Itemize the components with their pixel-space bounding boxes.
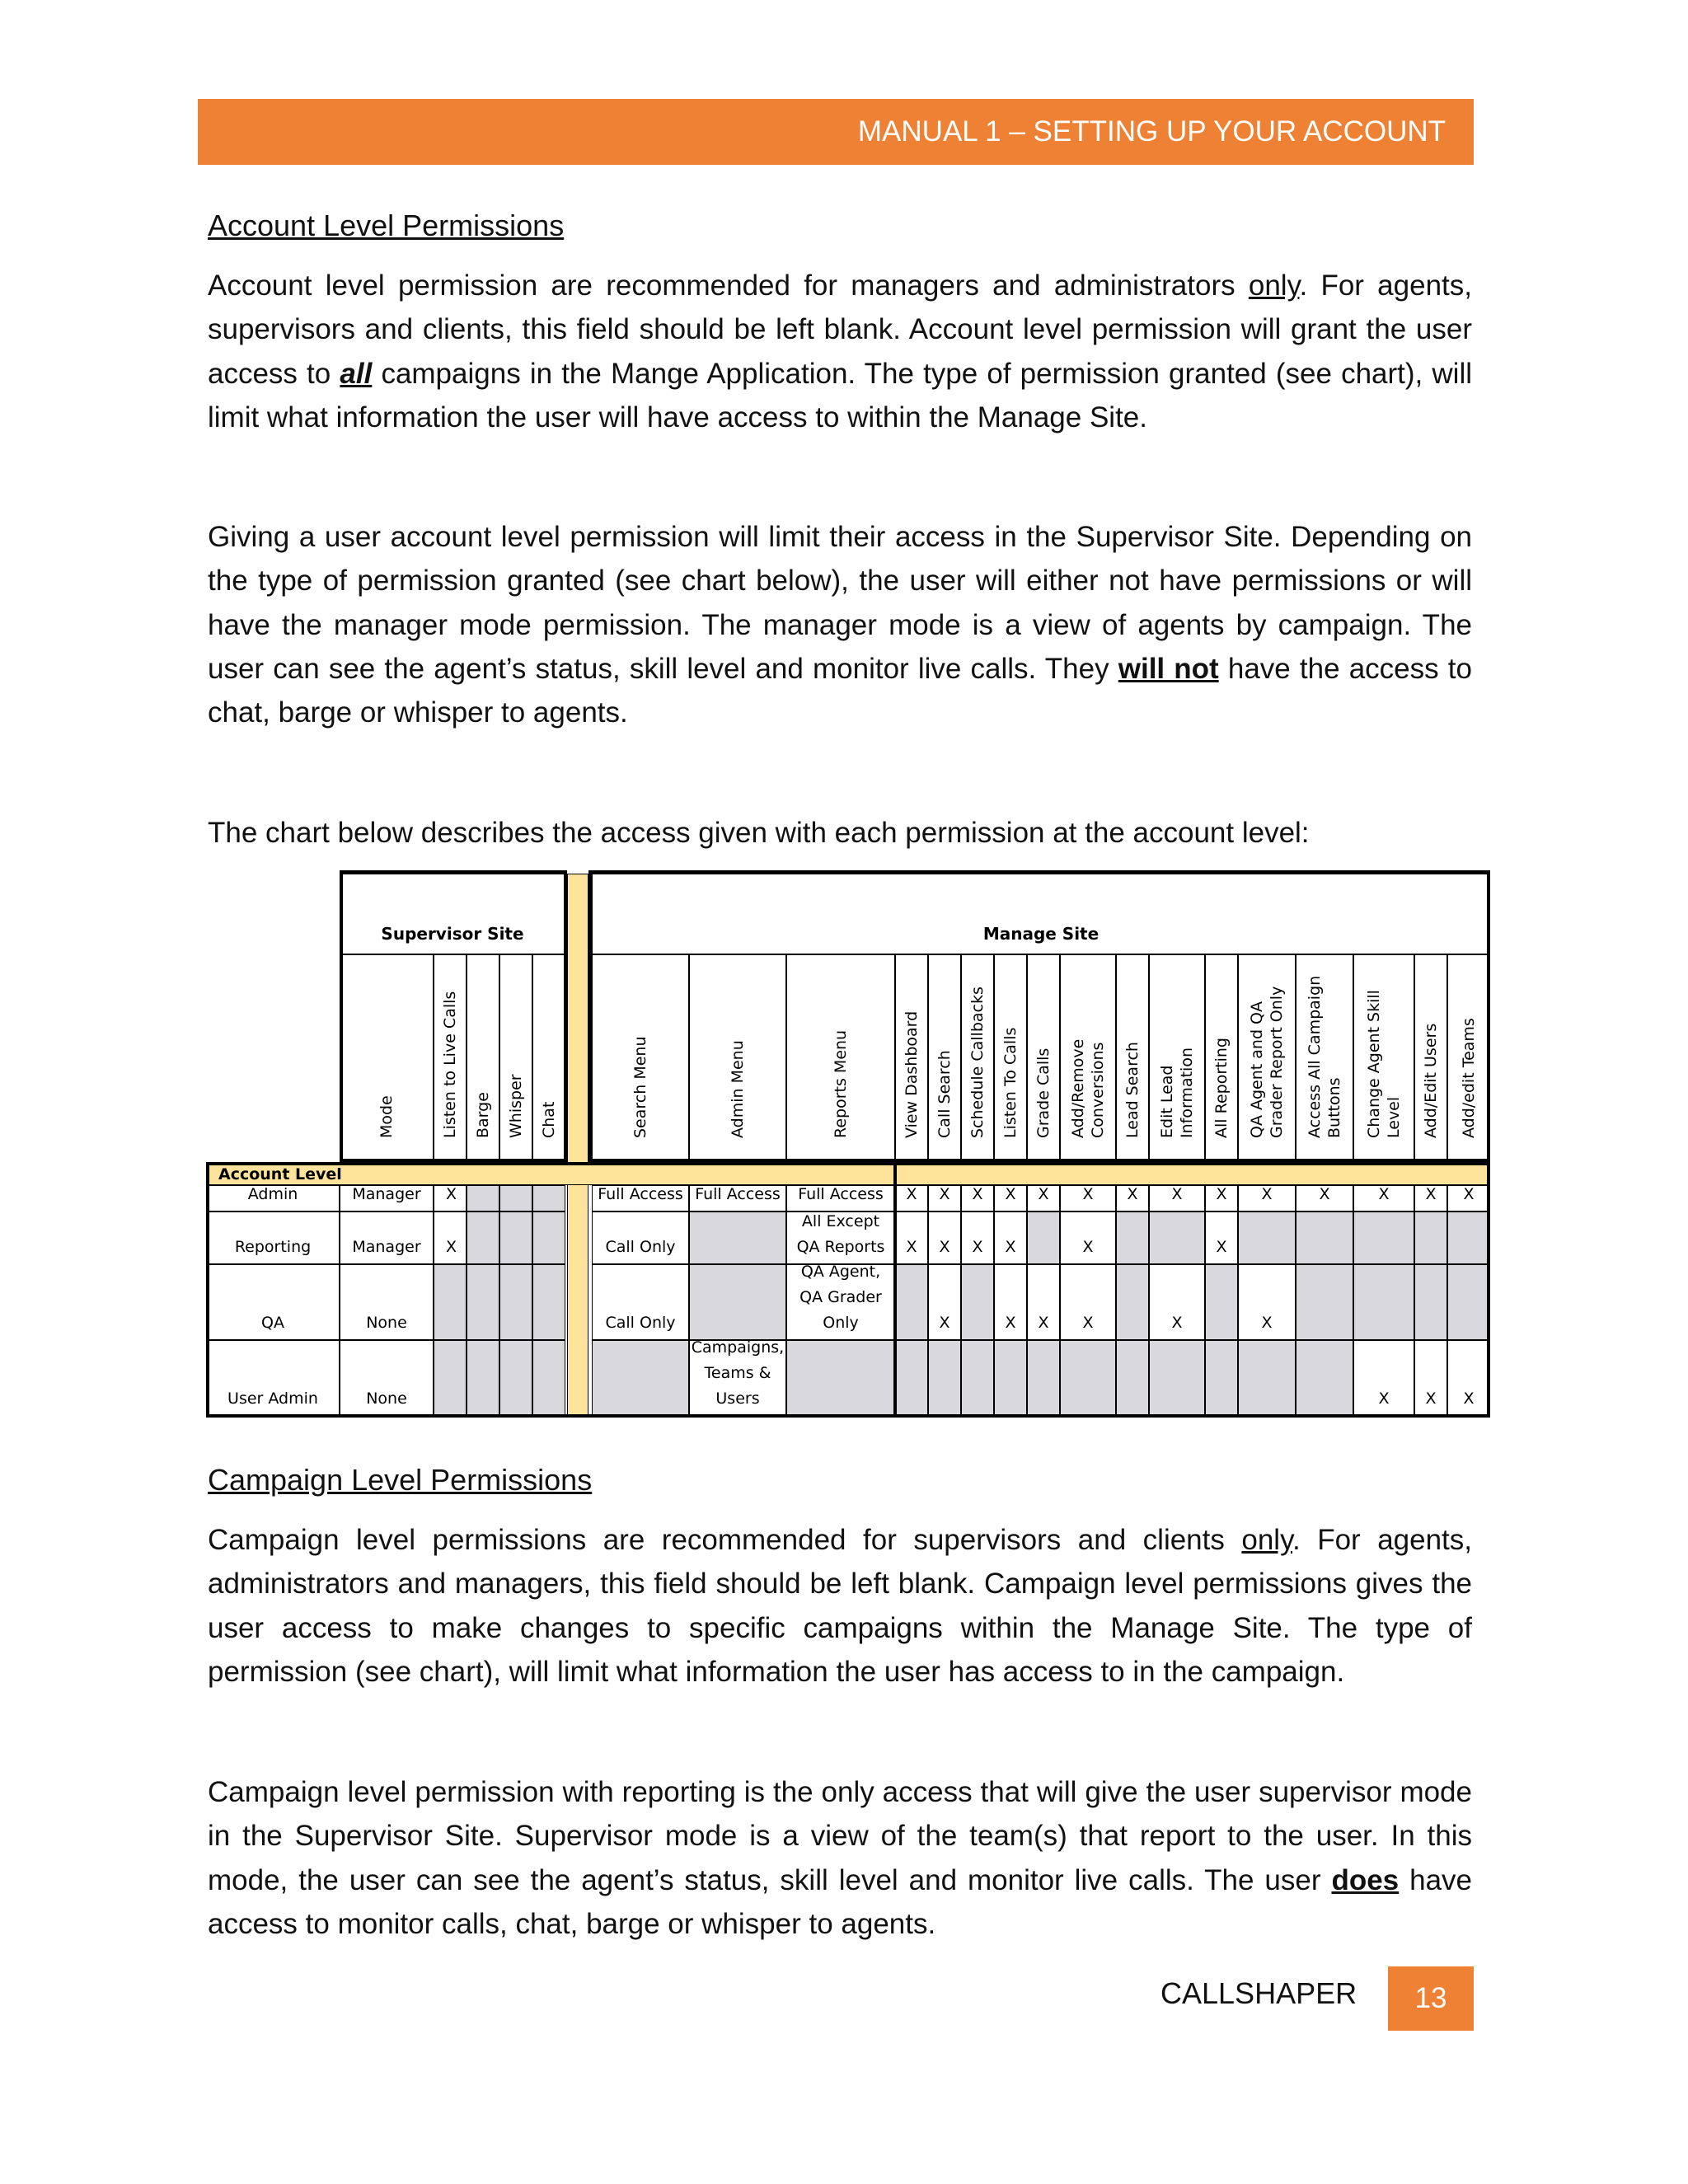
permission-cell [928, 1185, 961, 1212]
footer-brand: CALLSHAPER [1160, 1976, 1357, 2010]
column-label: Barge [474, 1092, 492, 1138]
permission-value: X [1038, 1185, 1049, 1203]
permission-value: X [1378, 1185, 1390, 1203]
permission-cell [895, 1340, 928, 1416]
campaign-paragraph-1: Campaign level permissions are recommended for supervisors and clients only. For agents, administrators and managers, this field should be left blank. Campaign level permissions gives the user access to make changes to specific campaigns within the Manage Site. The type of permission (see chart), will limit what information the user has access to in the campaign. [208, 1524, 1473, 1688]
supervisor-column-header [340, 954, 434, 1162]
column-label: Add/Remove [1069, 1038, 1087, 1138]
permission-cell [532, 1212, 565, 1264]
permission-cell [961, 1185, 994, 1212]
manage-column-header [1353, 954, 1414, 1162]
permission-cell [1414, 1264, 1447, 1340]
permission-cell [1205, 1264, 1238, 1340]
column-label: Add/edit Teams [1460, 1018, 1478, 1138]
permission-cell [340, 1264, 434, 1340]
permission-cell [1447, 1340, 1490, 1416]
column-label: QA Agent and QA [1248, 1001, 1266, 1138]
permission-value: All Except QA Reports [796, 1212, 885, 1256]
permission-cell [467, 1340, 499, 1416]
permission-cell [434, 1340, 467, 1416]
permission-cell [1116, 1340, 1149, 1416]
permission-cell [592, 1340, 689, 1416]
permission-value: None [366, 1390, 407, 1408]
permission-value: X [1082, 1238, 1094, 1256]
permission-cell [1027, 1212, 1060, 1264]
campaign-paragraph-2: Campaign level permission with reporting is the only access that will give the user supervisor mode in the Supervisor Site. Supervisor mode is a view of the team(s) that report to the user. In this mode, the user can see the agent’s status, skill level and monitor live calls. The user does have access to monitor calls, chat, barge or whisper to agents. [208, 1776, 1472, 1940]
permission-value: Full Access [598, 1185, 683, 1203]
column-label: Schedule Callbacks [968, 987, 987, 1138]
column-label: Chat [540, 1101, 558, 1138]
column-label: Listen To Calls [1001, 1027, 1020, 1138]
supervisor-column-header [467, 954, 499, 1162]
permission-cell [467, 1264, 499, 1340]
permission-cell [786, 1340, 895, 1416]
manage-site-group-header [592, 874, 1490, 954]
permission-cell [1353, 1212, 1414, 1264]
permission-cell [1414, 1212, 1447, 1264]
permission-value: X [1425, 1390, 1437, 1408]
permission-value: X [1378, 1390, 1390, 1408]
manage-column-header [1447, 954, 1490, 1162]
page-header-bar [198, 99, 1474, 165]
permission-cell [1296, 1212, 1353, 1264]
permission-value: None [366, 1314, 407, 1332]
column-label: Call Search [935, 1050, 954, 1138]
column-label: Whisper [507, 1074, 525, 1138]
permission-value: X [446, 1185, 457, 1203]
column-label: Access All Campaign [1306, 975, 1324, 1138]
permission-cell [895, 1264, 928, 1340]
permission-value: QA Agent, QA Grader Only [799, 1263, 882, 1332]
permission-value: X [1082, 1185, 1094, 1203]
manage-column-header [786, 954, 895, 1162]
permission-value: Manager [352, 1238, 421, 1256]
permission-cell [786, 1212, 895, 1264]
permission-cell [1149, 1340, 1205, 1416]
permission-value: X [939, 1238, 950, 1256]
manage-column-header [1027, 954, 1060, 1162]
permission-cell [434, 1212, 467, 1264]
manage-column-header [1414, 954, 1447, 1162]
permission-cell [592, 1264, 689, 1340]
permission-cell [895, 1185, 928, 1212]
permission-cell [340, 1212, 434, 1264]
permission-cell [1060, 1340, 1116, 1416]
permission-cell [994, 1212, 1027, 1264]
permission-cell [532, 1340, 565, 1416]
manage-column-header [928, 954, 961, 1162]
permission-cell [1447, 1264, 1490, 1340]
supervisor-site-label: Supervisor Site [381, 924, 524, 944]
account-paragraph-2: Giving a user account level permission will limit their access in the Supervisor Site. Depending on the type of permission granted (see chart below), the user will either not have permissions or will have the manager mode permission. The manager mode is a view of agents by campaign. The user can see the agent’s status, skill level and monitor live calls. They will not have the access to chat, barge or whisper to agents. [208, 521, 1472, 729]
permission-cell [1205, 1212, 1238, 1264]
permission-value: Full Access [798, 1185, 884, 1203]
column-label: Reports Menu [832, 1029, 850, 1138]
permission-value: X [1216, 1185, 1227, 1203]
row-name: QA [261, 1314, 284, 1332]
permission-cell [1296, 1185, 1353, 1212]
supervisor-column-header [532, 954, 565, 1162]
permission-cell [1116, 1212, 1149, 1264]
permission-cell [1353, 1185, 1414, 1212]
permission-cell [689, 1340, 786, 1416]
column-label: Admin Menu [729, 1040, 747, 1138]
manage-column-header [689, 954, 786, 1162]
column-label: Grade Calls [1034, 1047, 1053, 1138]
permission-cell [1149, 1264, 1205, 1340]
manage-column-header [1296, 954, 1353, 1162]
permission-cell [1027, 1340, 1060, 1416]
permission-cell [434, 1264, 467, 1340]
permission-cell [1447, 1185, 1490, 1212]
column-label: Listen to Live Calls [441, 991, 459, 1138]
account-section-title: Account Level Permissions [208, 209, 565, 242]
permission-cell [1296, 1264, 1353, 1340]
permission-cell [1060, 1185, 1116, 1212]
permission-cell [1414, 1185, 1447, 1212]
permission-cell [499, 1340, 532, 1416]
column-label: Conversions [1089, 1042, 1107, 1138]
permission-cell [689, 1264, 786, 1340]
permission-value: X [1171, 1185, 1183, 1203]
column-label: Search Menu [631, 1036, 649, 1138]
permission-cell [499, 1212, 532, 1264]
permission-value: X [939, 1185, 950, 1203]
account-level-label: Account Level [218, 1165, 342, 1183]
header-title: MANUAL 1 – SETTING UP YOUR ACCOUNT [857, 115, 1446, 148]
permission-cell [592, 1212, 689, 1264]
row-name-cell [206, 1185, 340, 1212]
permission-value: X [1463, 1185, 1475, 1203]
permission-value: Full Access [695, 1185, 781, 1203]
permission-cell [1238, 1185, 1296, 1212]
permission-value: Call Only [605, 1314, 676, 1332]
permission-cell [467, 1185, 499, 1212]
column-label: Mode [377, 1095, 396, 1138]
permission-value: X [972, 1238, 983, 1256]
manage-column-header [994, 954, 1027, 1162]
permission-value: X [1038, 1314, 1049, 1332]
row-name: Admin [247, 1185, 298, 1203]
permission-cell [994, 1264, 1027, 1340]
manage-column-header [1149, 954, 1205, 1162]
permission-cell [1027, 1264, 1060, 1340]
page-number-box [1388, 1966, 1474, 2031]
permission-cell [689, 1185, 786, 1212]
permission-value: X [1082, 1314, 1094, 1332]
permission-value: X [939, 1314, 950, 1332]
permission-cell [1205, 1340, 1238, 1416]
permission-cell [1296, 1340, 1353, 1416]
account-paragraph-1: Account level permission are recommended for managers and administrators only. For agents, supervisors and clients, this field should be left blank. Account level permission will grant the user access to all campaigns in the Mange Application. The type of permission granted (see chart), will limit what information the user will have access to within the Manage Site. [208, 269, 1472, 434]
permission-cell [961, 1340, 994, 1416]
permission-cell [434, 1185, 467, 1212]
manage-column-header [1238, 954, 1296, 1162]
permission-value: X [1127, 1185, 1138, 1203]
column-label: Level [1385, 1096, 1403, 1138]
column-label: Edit Lead [1158, 1065, 1176, 1138]
site-divider-bar [567, 874, 588, 1416]
permission-cell [340, 1340, 434, 1416]
supervisor-column-header [499, 954, 532, 1162]
permission-cell [689, 1212, 786, 1264]
manage-column-header [1116, 954, 1149, 1162]
column-label: Buttons [1325, 1077, 1343, 1138]
permission-value: X [1261, 1314, 1273, 1332]
permission-cell [1353, 1264, 1414, 1340]
manage-site-label: Manage Site [982, 924, 1100, 944]
permission-cell [786, 1185, 895, 1212]
permission-cell [895, 1212, 928, 1264]
permission-cell [592, 1185, 689, 1212]
column-label: Grader Report Only [1268, 986, 1286, 1138]
permission-cell [961, 1264, 994, 1340]
permission-cell [1205, 1185, 1238, 1212]
permission-value: X [906, 1185, 917, 1203]
permission-value: Campaigns, Teams & Users [691, 1338, 785, 1408]
permission-cell [1116, 1185, 1149, 1212]
permission-value: X [446, 1238, 457, 1256]
permission-cell [1353, 1340, 1414, 1416]
permission-value: X [972, 1185, 983, 1203]
permission-cell [928, 1212, 961, 1264]
manage-column-header [1205, 954, 1238, 1162]
row-name: User Admin [227, 1390, 318, 1408]
page-number: 13 [1414, 1982, 1447, 2014]
permission-cell [1447, 1212, 1490, 1264]
column-label: Lead Search [1123, 1042, 1142, 1138]
permission-cell [1414, 1340, 1447, 1416]
permission-cell [1149, 1185, 1205, 1212]
permission-cell [532, 1185, 565, 1212]
permission-value: X [1171, 1314, 1183, 1332]
column-label: View Dashboard [903, 1010, 921, 1138]
permission-value: X [1261, 1185, 1273, 1203]
permission-value: Manager [352, 1185, 421, 1203]
permission-cell [928, 1264, 961, 1340]
permission-value: X [1216, 1238, 1227, 1256]
column-label: Information [1178, 1047, 1196, 1138]
row-name: Reporting [234, 1238, 312, 1256]
column-label: Add/Edit Users [1422, 1023, 1440, 1138]
row-name-cell [206, 1340, 340, 1416]
account-paragraph-3: The chart below describes the access given with each permission at the account level: [208, 817, 1310, 849]
permission-cell [499, 1264, 532, 1340]
permission-cell [961, 1212, 994, 1264]
permission-value: X [1319, 1185, 1330, 1203]
manage-column-header [1060, 954, 1116, 1162]
permission-cell [467, 1212, 499, 1264]
permission-cell [1238, 1264, 1296, 1340]
row-name-cell [206, 1264, 340, 1340]
permission-cell [786, 1264, 895, 1340]
permission-cell [994, 1340, 1027, 1416]
permission-cell [1238, 1340, 1296, 1416]
column-label: All Reporting [1212, 1038, 1231, 1138]
supervisor-column-header [434, 954, 467, 1162]
account-permissions-chart [206, 865, 1490, 1408]
manage-column-header [592, 954, 689, 1162]
permission-cell [1060, 1212, 1116, 1264]
permission-cell [1149, 1212, 1205, 1264]
column-label: Change Agent Skill [1365, 990, 1383, 1138]
permission-value: X [1463, 1390, 1475, 1408]
manage-column-header [961, 954, 994, 1162]
row-name-cell [206, 1212, 340, 1264]
permission-cell [994, 1185, 1027, 1212]
permission-cell [928, 1340, 961, 1416]
campaign-section-title: Campaign Level Permissions [208, 1463, 593, 1497]
permission-value: X [906, 1238, 917, 1256]
permission-cell [1238, 1212, 1296, 1264]
permission-cell [499, 1185, 532, 1212]
permission-cell [340, 1185, 434, 1212]
manage-column-header [895, 954, 928, 1162]
permission-cell [1060, 1264, 1116, 1340]
permission-value: X [1005, 1185, 1016, 1203]
permission-cell [1027, 1185, 1060, 1212]
permission-cell [1116, 1264, 1149, 1340]
supervisor-site-group-header [340, 874, 565, 954]
permission-value: Call Only [605, 1238, 676, 1256]
permission-value: X [1425, 1185, 1437, 1203]
permission-value: X [1005, 1314, 1016, 1332]
permission-cell [532, 1264, 565, 1340]
permission-value: X [1005, 1238, 1016, 1256]
